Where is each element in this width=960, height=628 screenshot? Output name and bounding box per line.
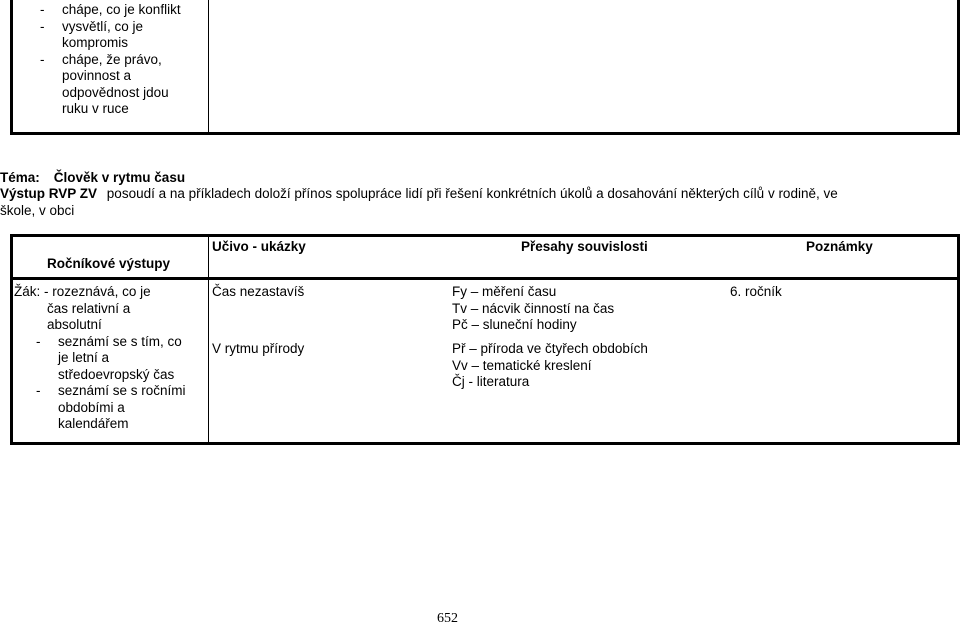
list-item: - seznámí se s ročními obdobími a kalendářem — [36, 383, 186, 431]
list-item-text: vysvětlí, co je kompromis — [62, 18, 144, 50]
rvp-output — [0, 186, 950, 219]
list-item-text: chápe, co je konflikt — [62, 2, 181, 17]
header-curriculum: Učivo - ukázky — [212, 239, 306, 254]
topic-line — [0, 170, 185, 187]
top-table-list — [40, 2, 205, 118]
header-overlaps: Přesahy souvislosti — [521, 239, 648, 254]
rvp-output-text-cont: škole, v obci — [0, 202, 75, 218]
rvp-output-label: Výstup RVP ZV — [0, 186, 98, 201]
output-first: - rozeznává, co je — [44, 284, 151, 299]
curriculum-item: Čas nezastavíš — [212, 284, 305, 299]
header-outputs: Ročníkové výstupy — [47, 256, 171, 271]
pupil-label: Žák: — [14, 284, 41, 299]
page-number: 652 — [437, 611, 458, 626]
top-table-divider — [208, 0, 209, 133]
outputs-cell — [14, 284, 206, 433]
list-item-text: chápe, že právo, povinnost a odpovědnost jdou ruku v ruce — [62, 51, 169, 116]
overlaps-group: Př – příroda ve čtyřech obdobích Vv – tematické kreslení Čj - literatura — [452, 341, 648, 389]
topic-title: Člověk v rytmu času — [53, 170, 186, 185]
header-notes: Poznámky — [806, 239, 873, 254]
list-item-text: seznámí se s tím, co je letní a středoevropský čas — [58, 333, 182, 382]
rvp-output-text: posoudí a na příkladech doloží přínos spolupráce lidí při řešení konkrétních úkolů a dosahování některých cílů v rodině, ve — [106, 186, 838, 201]
list-item: - chápe, co je konflikt — [40, 2, 181, 17]
notes-cell: 6. ročník — [730, 284, 782, 299]
table-col-divider — [208, 237, 209, 442]
list-item: - chápe, že právo, povinnost a odpovědnost jdou ruku v ruce — [40, 51, 169, 116]
curriculum-item: V rytmu přírody — [212, 341, 305, 356]
list-item: - seznámí se s tím, co je letní a středoevropský čas — [36, 333, 182, 382]
list-item: - vysvětlí, co je kompromis — [40, 18, 144, 50]
list-item-text: seznámí se s ročními obdobími a kalendářem — [58, 383, 186, 431]
output-first-cont: čas relativní a absolutní — [47, 300, 131, 332]
overlaps-group: Fy – měření času Tv – nácvik činností na čas Pč – sluneční hodiny — [452, 284, 615, 332]
topic-label: Téma: — [0, 170, 40, 185]
table-header-divider — [10, 277, 960, 280]
